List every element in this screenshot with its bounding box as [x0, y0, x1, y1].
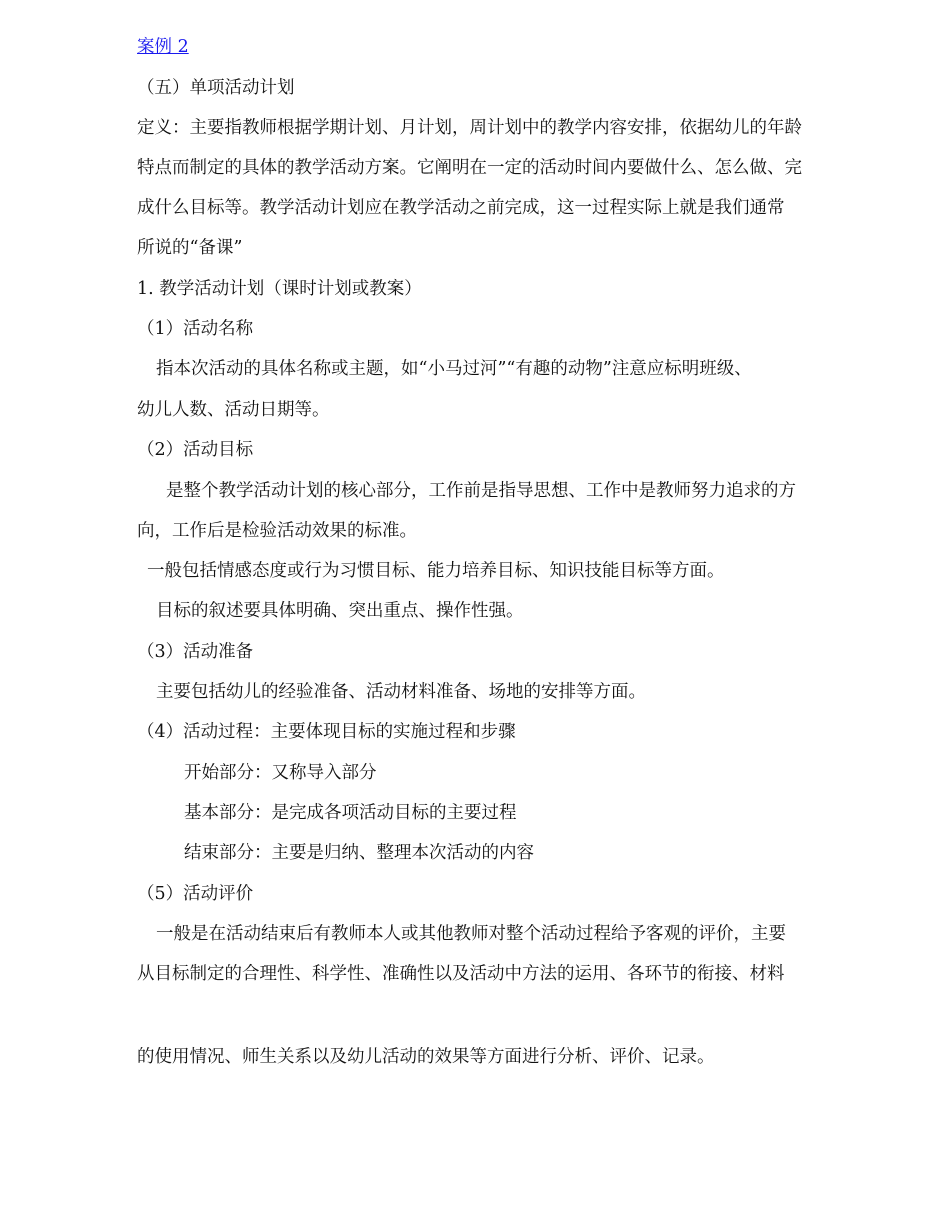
activity-eval-text: 一般是在活动结束后有教师本人或其他教师对整个活动过程给予客观的评价，主要	[156, 924, 786, 944]
activity-goal-text: 是整个教学活动计划的核心部分，工作前是指导思想、工作中是教师努力追求的方	[166, 481, 796, 501]
activity-prep-heading: （3）活动准备	[137, 642, 254, 662]
activity-eval-text: 的使用情况、师生关系以及幼儿活动的效果等方面进行分析、评价、记录。	[137, 1047, 715, 1067]
activity-name-text: 指本次活动的具体名称或主题，如“小马过河”“有趣的动物”注意应标明班级、	[156, 359, 752, 379]
activity-name-text: 幼儿人数、活动日期等。	[137, 400, 330, 420]
activity-goal-text: 目标的叙述要具体明确、突出重点、操作性强。	[156, 601, 524, 621]
process-step: 基本部分：是完成各项活动目标的主要过程	[184, 803, 517, 823]
activity-prep-text: 主要包括幼儿的经验准备、活动材料准备、场地的安排等方面。	[156, 682, 646, 702]
plan-heading: 1. 教学活动计划（课时计划或教案）	[137, 279, 422, 299]
activity-goal-heading: （2）活动目标	[137, 440, 254, 460]
definition-line: 定义：主要指教师根据学期计划、月计划，周计划中的教学内容安排，依据幼儿的年龄	[137, 118, 802, 138]
case-link[interactable]: 案例 2	[137, 37, 189, 57]
activity-goal-text: 一般包括情感态度或行为习惯目标、能力培养目标、知识技能目标等方面。	[147, 561, 725, 581]
process-step: 结束部分：主要是归纳、整理本次活动的内容	[184, 843, 534, 863]
section-heading: （五）单项活动计划	[137, 78, 295, 98]
activity-name-heading: （1）活动名称	[137, 319, 254, 339]
process-step: 开始部分：又称导入部分	[184, 763, 377, 783]
activity-goal-text: 向，工作后是检验活动效果的标准。	[137, 521, 417, 541]
activity-eval-heading: （5）活动评价	[137, 884, 254, 904]
definition-line: 成什么目标等。教学活动计划应在教学活动之前完成，这一过程实际上就是我们通常	[137, 198, 785, 218]
definition-line: 特点而制定的具体的教学活动方案。它阐明在一定的活动时间内要做什么、怎么做、完	[137, 158, 802, 178]
definition-line: 所说的“备课”	[137, 238, 243, 258]
activity-eval-text: 从目标制定的合理性、科学性、准确性以及活动中方法的运用、各环节的衔接、材料	[137, 964, 785, 984]
activity-process-heading: （4）活动过程：主要体现目标的实施过程和步骤	[137, 722, 516, 742]
